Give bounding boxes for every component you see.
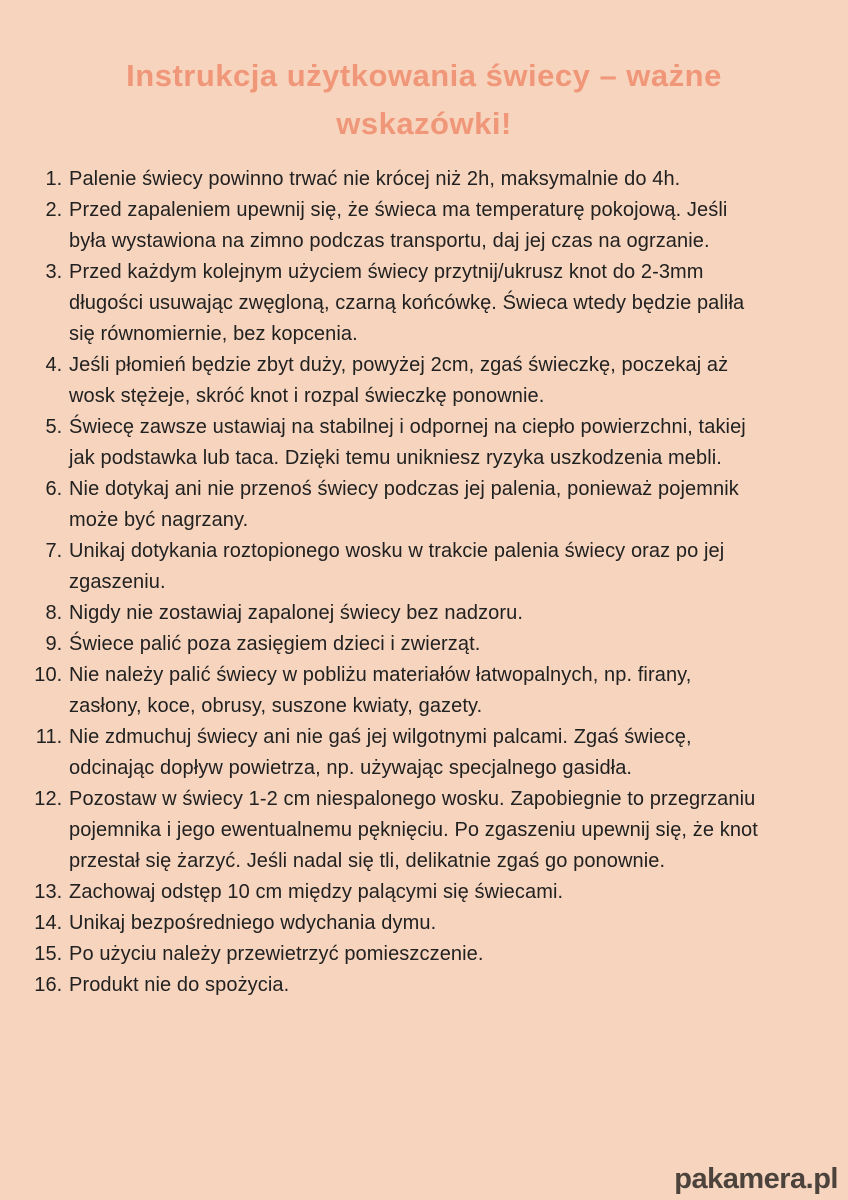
list-item: 6. Nie dotykaj ani nie przenoś świecy podczas jej palenia, ponieważ pojemnik może być nagrzany.	[68, 474, 760, 536]
list-item: 9. Świece palić poza zasięgiem dzieci i zwierząt.	[68, 629, 760, 660]
list-item: 3. Przed każdym kolejnym użyciem świecy przytnij/ukrusz knot do 2-3mm długości usuwając zwęgloną, czarną końcówkę. Świeca wtedy będzie paliła się równomiernie, bez kopcenia.	[68, 257, 760, 350]
list-item: 16. Produkt nie do spożycia.	[68, 970, 760, 1001]
list-item: 8. Nigdy nie zostawiaj zapalonej świecy bez nadzoru.	[68, 598, 760, 629]
list-item: 4. Jeśli płomień będzie zbyt duży, powyżej 2cm, zgaś świeczkę, poczekaj aż wosk stężeje, skróć knot i rozpal świeczkę ponownie.	[68, 350, 760, 412]
list-item: 2. Przed zapaleniem upewnij się, że świeca ma temperaturę pokojową. Jeśli była wystawiona na zimno podczas transportu, daj jej czas na ogrzanie.	[68, 195, 760, 257]
list-item: 5. Świecę zawsze ustawiaj na stabilnej i odpornej na ciepło powierzchni, takiej jak podstawka lub taca. Dzięki temu unikniesz ryzyka uszkodzenia mebli.	[68, 412, 760, 474]
list-item: 12. Pozostaw w świecy 1-2 cm niespalonego wosku. Zapobiegnie to przegrzaniu pojemnika i jego ewentualnemu pęknięciu. Po zgaszeniu upewnij się, że knot przestał się żarzyć. Jeśli nadal się tli, delikatnie zgaś go ponownie.	[68, 784, 760, 877]
page-title: Instrukcja użytkowania świecy – ważne wskazówki!	[126, 58, 722, 141]
list-item: 15. Po użyciu należy przewietrzyć pomieszczenie.	[68, 939, 760, 970]
list-item: 1. Palenie świecy powinno trwać nie krócej niż 2h, maksymalnie do 4h.	[68, 164, 760, 195]
list-item: 14. Unikaj bezpośredniego wdychania dymu.	[68, 908, 760, 939]
watermark-logo: pakamera.pl	[674, 1163, 838, 1195]
list-item: 13. Zachowaj odstęp 10 cm między palącymi się świecami.	[68, 877, 760, 908]
list-item: 11. Nie zdmuchuj świecy ani nie gaś jej wilgotnymi palcami. Zgaś świecę, odcinając dopływ powietrza, np. używając specjalnego gasidła.	[68, 722, 760, 784]
list-item: 10. Nie należy palić świecy w pobliżu materiałów łatwopalnych, np. firany, zasłony, koce, obrusy, suszone kwiaty, gazety.	[68, 660, 760, 722]
list-item: 7. Unikaj dotykania roztopionego wosku w trakcie palenia świecy oraz po jej zgaszeniu.	[68, 536, 760, 598]
instruction-list	[30, 164, 760, 1001]
